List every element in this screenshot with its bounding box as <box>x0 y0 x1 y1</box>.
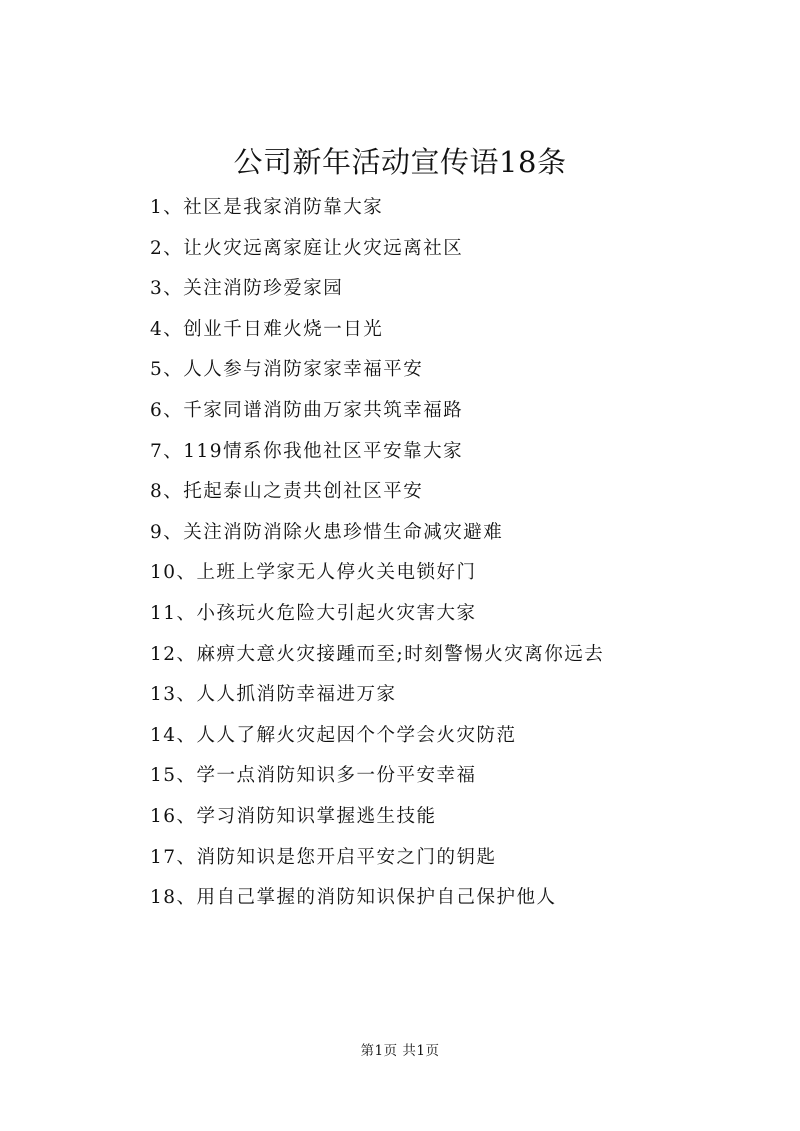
list-item: 9、关注消防消除火患珍惜生命减灾避难 <box>150 521 504 543</box>
list-item: 1、社区是我家消防靠大家 <box>150 197 384 218</box>
slogan-list <box>150 188 604 919</box>
list-item: 12、麻痹大意火灾接踵而至;时刻警惕火灾离你远去 <box>150 643 605 665</box>
list-item: 3、关注消防珍爱家园 <box>150 278 344 300</box>
list-item: 18、用自己掌握的消防知识保护自己保护他人 <box>150 887 557 909</box>
page-footer: 第1页 共1页 <box>360 1043 440 1059</box>
list-item: 11、小孩玩火危险大引起火灾害大家 <box>150 602 477 624</box>
list-item: 4、创业千日难火烧一日光 <box>150 318 384 340</box>
list-item: 6、千家同谱消防曲万家共筑幸福路 <box>150 399 464 421</box>
list-item: 5、人人参与消防家家幸福平安 <box>150 359 424 381</box>
list-item: 2、让火灾远离家庭让火灾远离社区 <box>150 237 464 259</box>
list-item: 7、119情系你我他社区平安靠大家 <box>150 440 464 462</box>
list-item: 16、学习消防知识掌握逃生技能 <box>150 805 437 827</box>
list-item: 8、托起泰山之责共创社区平安 <box>150 481 424 503</box>
list-item: 17、消防知识是您开启平安之门的钥匙 <box>150 846 497 868</box>
list-item: 10、上班上学家无人停火关电锁好门 <box>150 562 477 584</box>
list-item: 14、人人了解火灾起因个个学会火灾防范 <box>150 724 517 746</box>
list-item: 13、人人抓消防幸福进万家 <box>150 684 397 706</box>
list-item: 15、学一点消防知识多一份平安幸福 <box>150 765 477 787</box>
document-title: 公司新年活动宣传语18条 <box>233 145 567 179</box>
